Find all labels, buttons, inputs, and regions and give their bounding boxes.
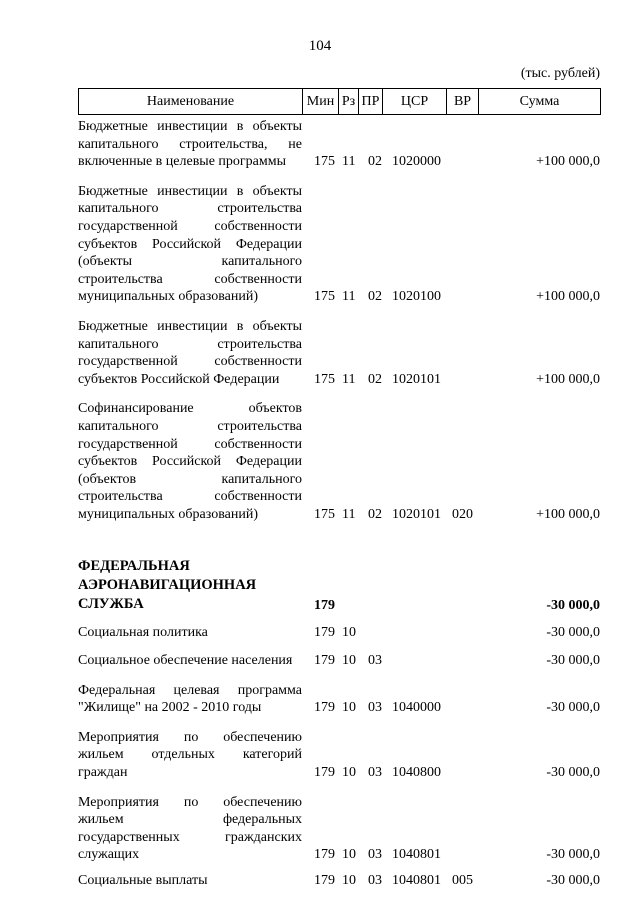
row-vr: 005 [452,873,473,888]
row-name: Социальная политика [78,625,208,641]
row-sum: -30 000,0 [546,847,600,863]
table-row [78,183,600,306]
table-row [78,729,600,782]
row-csr: 1040000 [392,700,441,716]
header-min: Мин [303,89,339,115]
row-vr: 020 [452,506,473,522]
row-name: Социальные выплаты [78,873,208,888]
row-rz: 10 [342,847,356,863]
row-min: 179 [314,873,335,888]
row-rz: 11 [342,506,356,522]
table-row [78,400,600,523]
row-sum: -30 000,0 [546,625,600,641]
row-pr: 03 [368,873,382,888]
header-sum: Сумма [479,89,601,115]
row-sum: -30 000,0 [546,873,600,888]
row-name: Мероприятия по обеспечению жильем отдельных категорий граждан [78,729,302,781]
header-name: Наименование [79,89,303,115]
row-pr: 02 [368,506,382,522]
row-min: 179 [314,765,335,781]
row-pr: 02 [368,371,382,387]
table-row [78,624,600,642]
header-csr: ЦСР [383,89,447,115]
table-row [78,872,600,890]
table-header [78,88,601,115]
row-csr: 1040800 [392,765,441,781]
row-min: 175 [314,506,335,522]
table-body [78,118,600,890]
row-pr: 03 [368,653,382,669]
row-csr: 1020101 [392,371,441,387]
row-csr: 1020101 [392,506,441,522]
row-name: Социальное обеспечение населения [78,653,293,669]
row-rz: 11 [342,154,356,170]
row-min: 179 [314,597,335,613]
row-name: Бюджетные инвестиции в объекты капитального строительства государственной собственности субъектов Российской Федерации [78,318,302,387]
row-rz: 11 [342,371,356,387]
row-pr: 03 [368,765,382,781]
row-rz: 11 [342,289,356,305]
row-rz: 10 [342,625,356,641]
row-min: 175 [314,154,335,170]
row-sum: -30 000,0 [546,653,600,669]
units-label: (тыс. рублей) [520,66,600,81]
row-pr: 03 [368,700,382,716]
row-rz: 10 [342,873,356,888]
row-rz: 10 [342,700,356,716]
row-name: Софинансирование объектов капитального строительства государственной собственности субъектов Российской Федерации (объектов капитального строительства собственности муниципальных образований) [78,401,302,522]
header-rz: Рз [339,89,359,115]
row-name: Бюджетные инвестиции в объекты капитального строительства, не включенные в целевые программы [78,119,302,170]
row-csr: 1020100 [392,289,441,305]
row-min: 179 [314,625,335,641]
table-row [78,318,600,388]
row-rz: 10 [342,765,356,781]
row-min: 179 [314,700,335,716]
row-sum: -30 000,0 [546,765,600,781]
row-min: 175 [314,371,335,387]
row-name: Мероприятия по обеспечению жильем федеральных государственных гражданских служащих [78,794,302,863]
row-csr: 1040801 [392,873,441,888]
row-min: 175 [314,289,335,305]
table-row [78,118,600,171]
row-csr: 1020000 [392,154,441,170]
row-pr: 02 [368,289,382,305]
row-csr: 1040801 [392,847,441,863]
row-name: ФЕДЕРАЛЬНАЯ АЭРОНАВИГАЦИОННАЯ СЛУЖБА [78,558,257,613]
row-min: 179 [314,653,335,669]
header-vr: ВР [447,89,479,115]
row-pr: 02 [368,154,382,170]
row-pr: 03 [368,847,382,863]
row-sum: +100 000,0 [536,371,600,387]
page-number: 104 [308,38,332,54]
header-pr: ПР [359,89,383,115]
table-row [78,652,600,670]
row-min: 179 [314,847,335,863]
row-name: Федеральная целевая программа "Жилище" на 2002 - 2010 годы [78,682,302,716]
table-row [78,682,600,717]
row-sum: +100 000,0 [536,154,600,170]
table-row [78,557,600,614]
row-sum: +100 000,0 [536,506,600,522]
row-sum: +100 000,0 [536,289,600,305]
row-name: Бюджетные инвестиции в объекты капитального строительства государственной собственности субъектов Российской Федерации (объекты капитального строительства собственности муниципальных образований) [78,183,302,305]
row-rz: 10 [342,653,356,669]
row-sum: -30 000,0 [546,700,600,716]
table-row [78,794,600,864]
row-sum: -30 000,0 [546,597,600,613]
